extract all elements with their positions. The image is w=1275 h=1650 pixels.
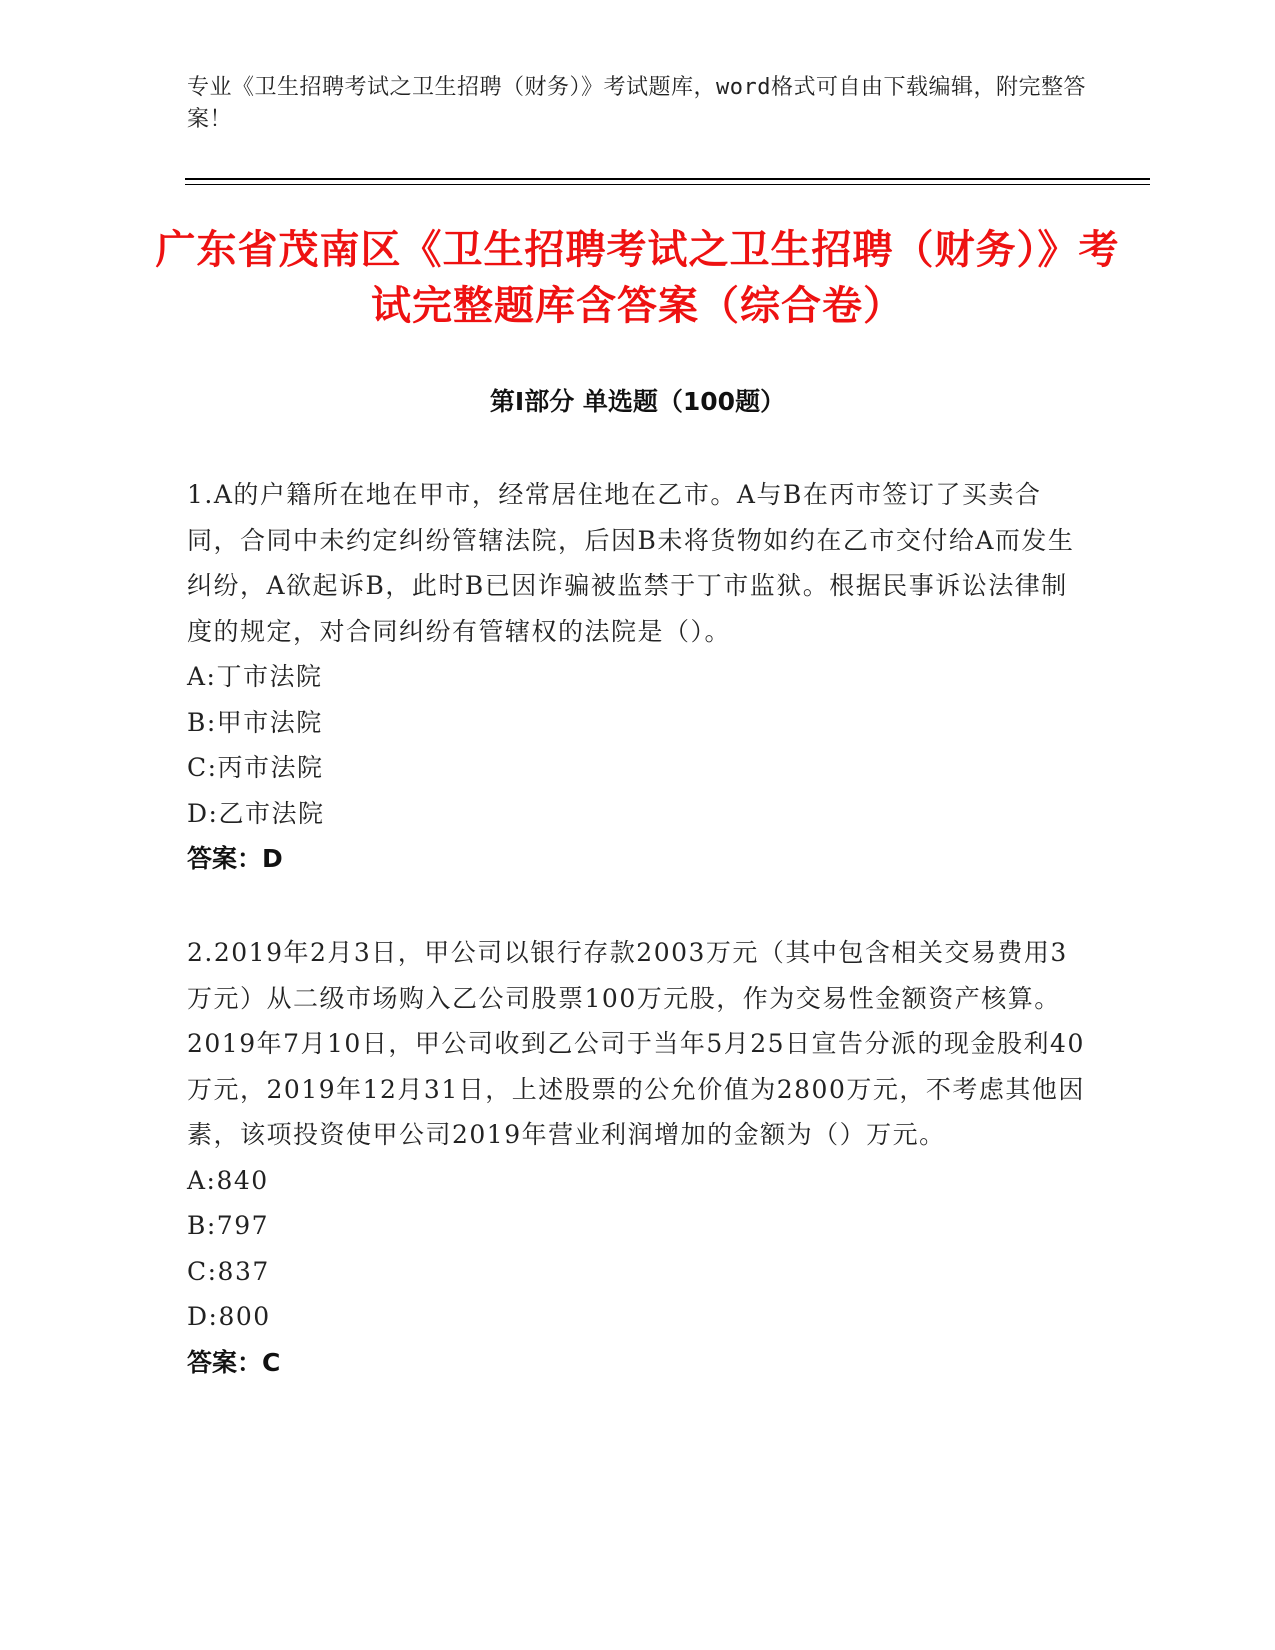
question-stem: 1.A的户籍所在地在甲市，经常居住地在乙市。A与B在丙市签订了买卖合同，合同中未约定纠纷管辖法院，后因B未将货物如约在乙市交付给A而发生纠纷，A欲起诉B，此时B已因诈骗被监禁于丁市监狱。根据民事诉讼法律制度的规定，对合同纠纷有管辖权的法院是（）。 bbox=[187, 480, 1075, 646]
option-c: C:丙市法院 bbox=[187, 753, 324, 782]
question-stem: 2.2019年2月3日，甲公司以银行存款2003万元（其中包含相关交易费用3万元）从二级市场购入乙公司股票100万元股，作为交易性金额资产核算。2019年7月10日，甲公司收到乙公司于当年5月25日宣告分派的现金股利40万元，2019年12月31日，上述股票的公允价值为2800万元，不考虑其他因素，该项投资使甲公司2019年营业利润增加的金额为（）万元。 bbox=[187, 938, 1085, 1149]
document-title: 广东省茂南区《卫生招聘考试之卫生招聘（财务）》考试完整题库含答案（综合卷） bbox=[155, 227, 1120, 329]
answer: 答案：D bbox=[187, 844, 283, 873]
section-title: 第Ⅰ部分 单选题（100题） bbox=[489, 387, 786, 416]
header-note: 专业《卫生招聘考试之卫生招聘（财务）》考试题库，word格式可自由下载编辑，附完整答案！ bbox=[187, 75, 1086, 132]
option-d: D:800 bbox=[187, 1302, 271, 1331]
option-d: D:乙市法院 bbox=[187, 798, 325, 828]
header-divider-thick bbox=[185, 178, 1150, 180]
option-c: C:837 bbox=[187, 1256, 270, 1286]
question-1 bbox=[187, 472, 1087, 882]
option-a: A:840 bbox=[187, 1165, 269, 1195]
option-a: A:丁市法院 bbox=[187, 662, 323, 691]
answer: 答案：C bbox=[187, 1347, 281, 1377]
option-b: B:甲市法院 bbox=[187, 707, 323, 737]
question-2 bbox=[187, 930, 1087, 1385]
option-b: B:797 bbox=[187, 1211, 270, 1240]
header-divider-thin bbox=[185, 184, 1150, 185]
